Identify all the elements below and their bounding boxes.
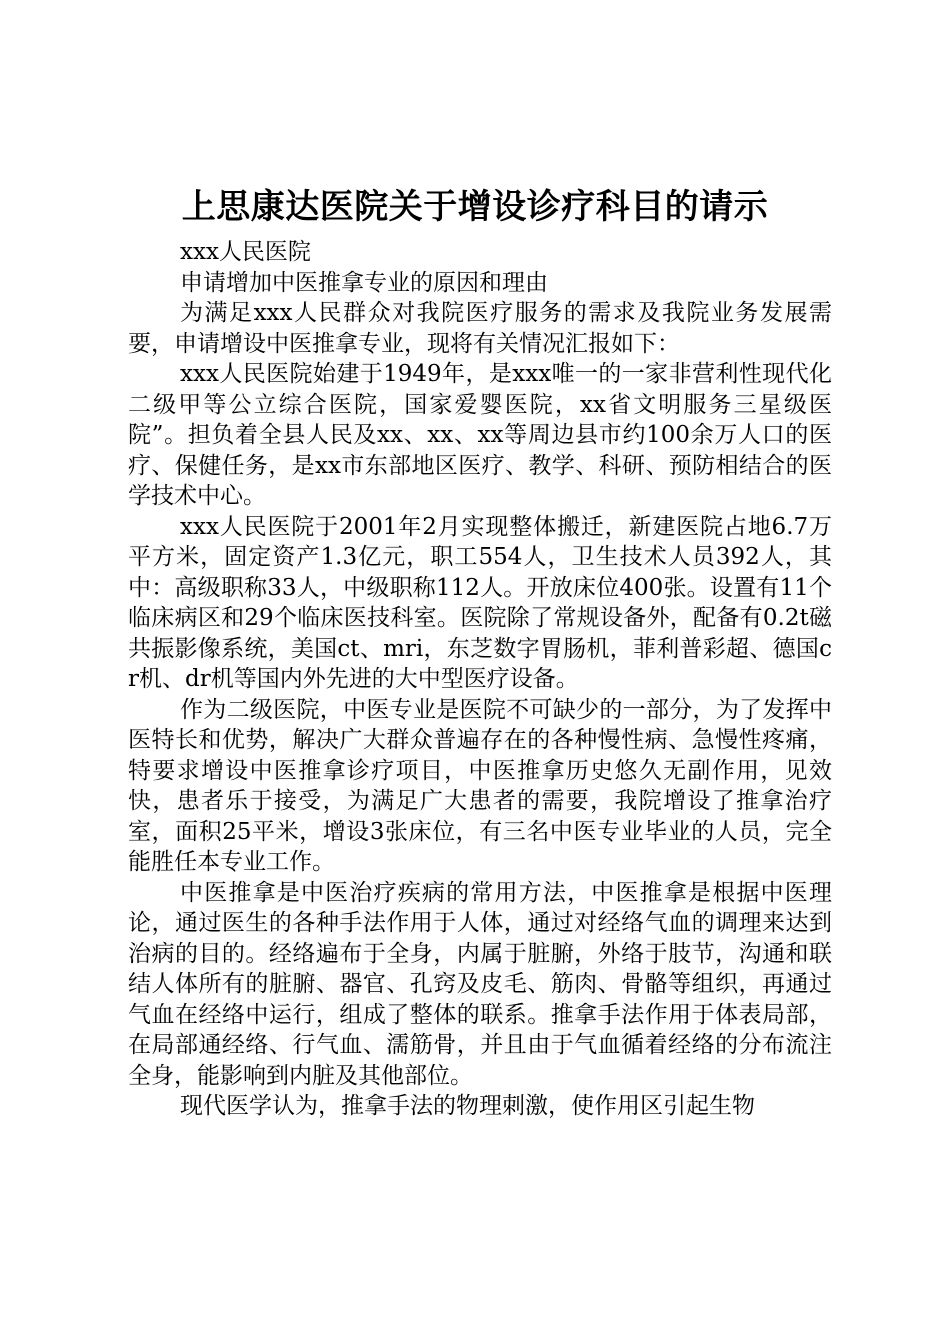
body-paragraph: 中医推拿是中医治疗疾病的常用方法，中医推拿是根据中医理论，通过医生的各种手法作用于人体，通过对经络气血的调理来达到治病的目的。经络遍布于全身，内属于脏腑，外络于肢节，沟通和联结人体所有的脏腑、器官、孔窍及皮毛、筋肉、骨骼等组织，再通过气血在经络中运行，组成了整体的联系。推拿手法作用于体表局部，在局部通经络、行气血、濡筋骨，并且由于气血循着经络的分布流注全身，能影响到内脏及其他部位。: [128, 879, 832, 1089]
body-paragraph: xxx人民医院于2001年2月实现整体搬迁，新建医院占地6.7万平方米，固定资产1.3亿元，职工554人，卫生技术人员392人，其中：高级职称33人，中级职称112人。开放床位400张。设置有11个临床病区和29个临床医技科室。医院除了常规设备外，配备有0.2t磁共振影像系统，美国ct、mri，东芝数字胃肠机，菲利普彩超、德国cr机、dr机等国内外先进的大中型医疗设备。: [128, 513, 832, 692]
addressee-line: xxx人民医院: [180, 239, 311, 265]
subject-line: 申请增加中医推拿专业的原因和理由: [180, 269, 548, 296]
body-paragraph: 为满足xxx人民群众对我院医疗服务的需求及我院业务发展需要，申请增设中医推拿专业，现将有关情况汇报如下：: [128, 300, 832, 357]
document-title: 上思康达医院关于增设诊疗科目的请示: [181, 187, 769, 227]
body-paragraph: xxx人民医院始建于1949年，是xxx唯一的一家非营利性现代化二级甲等公立综合医院，国家爱婴医院，xx省文明服务三星级医院”。担负着全县人民及xx、xx、xx等周边县市约100余万人口的医疗、保健任务，是xx市东部地区医疗、教学、科研、预防相结合的医学技术中心。: [128, 361, 832, 509]
body-paragraph: 现代医学认为，推拿手法的物理刺激，使作用区引起生物: [180, 1093, 755, 1119]
body-paragraph: 作为二级医院，中医专业是医院不可缺少的一部分，为了发挥中医特长和优势，解决广大群众普遍存在的各种慢性病、急慢性疼痛，特要求增设中医推拿诊疗项目，中医推拿历史悠久无副作用，见效快，患者乐于接受，为满足广大患者的需要，我院增设了推拿治疗室，面积25平米，增设3张床位，有三名中医专业毕业的人员，完全能胜任本专业工作。: [128, 696, 832, 875]
document-body: [128, 237, 832, 1122]
